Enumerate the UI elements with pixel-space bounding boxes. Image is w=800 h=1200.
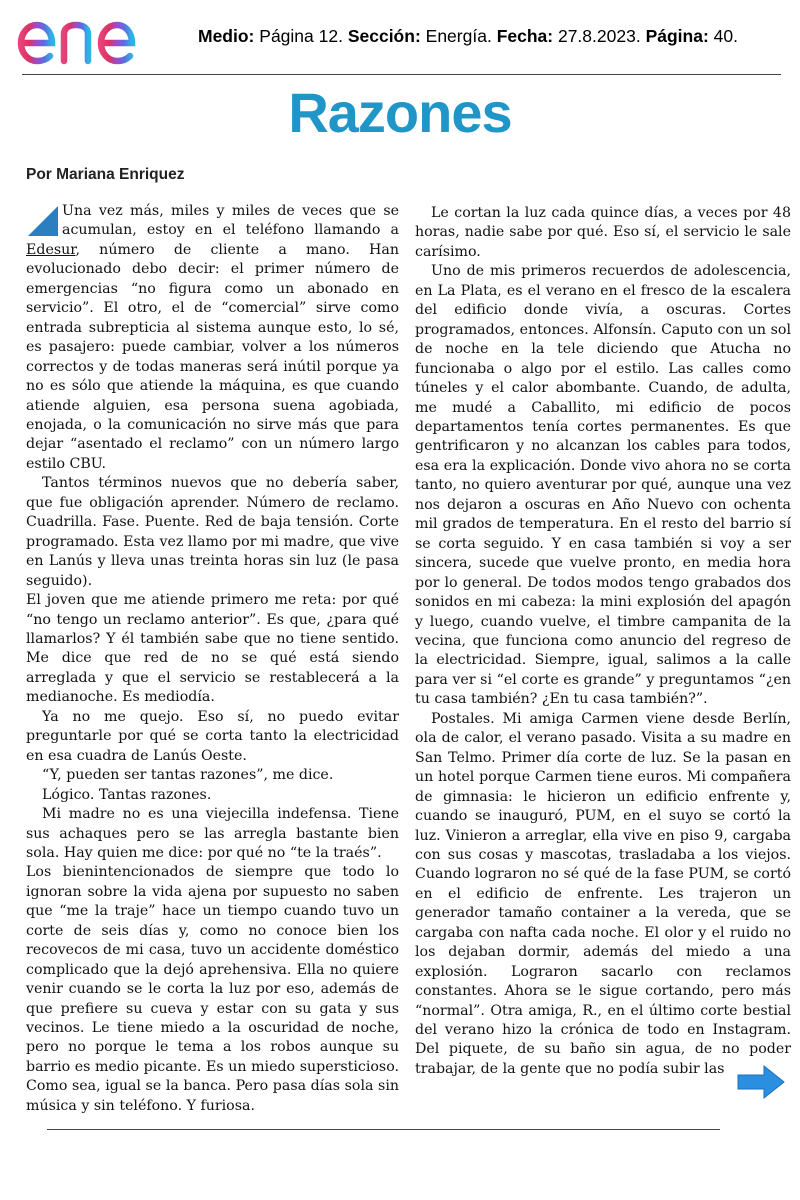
- paragraph: Lógico. Tantas razones.: [42, 786, 212, 803]
- fecha-value: 27.8.2023.: [557, 26, 641, 46]
- paragraph: Tantos términos nuevos que no debería saber, que fue obligación aprender. Número de reclamo. Cuadrilla. Fase. Puente. Red de baja tensión. Corte programado. Esta vez llamo por mi madre, que vive en Lanús y lleva unas treinta horas sin luz (le pasa seguido).: [26, 475, 399, 589]
- article-column-left: [26, 202, 399, 1116]
- paragraph-text: , número de cliente a mano. Han evolucionado debo decir: el primer número de emergencias “no figura como un abonado en servicio”. El otro, el de “comercial” sirve como entrada subrepticia al sistema aunque esto, lo sé, es pasajero: puede cambiar, volver a los números correctos y de todas maneras será inútil porque ya no es sólo que atiende la máquina, es que cuando atiende alguien, esa persona suena agobiada, enojada, o la comunicación no sirve más que para dejar “asentado el reclamo” con un número largo estilo CBU.: [26, 241, 399, 472]
- medio-value: Página 12.: [259, 26, 343, 46]
- paragraph: [26, 202, 399, 474]
- paragraph: El joven que me atiende primero me reta: por qué “no tengo un reclamo anterior”. Es que, ¿para qué llamarlos? Y él también sabe que no tiene sentido. Me dice que red de no se qué está siendo arreglada y que el servicio se restablecerá a la medianoche. Es mediodía.: [26, 592, 399, 706]
- enel-logo: [16, 6, 181, 68]
- header-divider: [22, 74, 781, 75]
- medio-label: Medio:: [198, 26, 255, 46]
- paragraph: “Y, pueden ser tantas razones”, me dice.: [42, 767, 334, 784]
- arrow-right-icon[interactable]: [736, 1064, 786, 1100]
- paragraph: Uno de mis primeros recuerdos de adolescencia, en La Plata, es el verano en el fresco de la escalera del edificio donde vivía, a oscuras. Cortes programados, entonces. Alfonsín. Caputo con un sol de noche en la tele diciendo que Atucha no funcionaba o algo por el estilo. Las calles como túneles y el calor abombante. Cuando, de adulta, me mudé a Caballito, mi edificio de pocos departamentos tenía cortes permanentes. Es que gentrificaron y no alcanzan los cables para todos, esa era la explicación. Donde vivo ahora no se corta tanto, no quiero aventurar por qué, aunque una vez nos dejaron a oscuras en Año Nuevo con ochenta mil grados de temperatura. En el resto del barrio sí se corta seguido. Y en casa también si voy a ser sincera, sucede que vuelve pronto, en media hora por lo general. De todos modos tengo grabados dos sonidos en mi cabeza: la mini explosión del apagón y luego, cuando vuelve, el timbre campanita de la vecina, que funciona como anuncio del regreso de la electricidad. Siempre, igual, salimos a la calle para ver si “el corte es grande” y preguntamos “¿en tu casa también? ¿En tu casa también?”.: [415, 263, 791, 708]
- seccion-label: Sección:: [347, 26, 421, 46]
- article-column-right: [415, 204, 791, 1079]
- publication-meta: [198, 26, 738, 47]
- article-byline: Por Mariana Enriquez: [26, 166, 185, 183]
- pagina-label: Página:: [645, 26, 709, 46]
- paragraph: Postales. Mi amiga Carmen viene desde Berlín, ola de calor, el verano pasado. Visita a su madre en San Telmo. Primer día corte de luz. Se la pasan en un hotel porque Carmen tiene euros. Mi compañera de gimnasia: le hicieron un edificio enfrente y, cuando se inauguró, PUM, en el suyo se cortó la luz. Vinieron a arreglar, ella vive en piso 9, cargaba con sus cosas y mascotas, trasladaba a los viejos. Cuando lograron no sé qué de la fase PUM, se cortó en el edificio de enfrente. Les trajeron un generador tamaño container a la vereda, que se cargaba con nafta cada noche. El olor y el ruido no los dejaban dormir, además del miedo a una explosión. Lograron sacarlo con reclamos constantes. Ahora se le sigue cortando, pero más “normal”. Otra amiga, R., en el último corte bestial del verano hizo la crónica de todo en Instagram. Del piquete, de su baño sin agua, de no poder trabajar, de la gente que no podía subir las: [415, 710, 791, 1077]
- pagina-value: 40.: [713, 26, 738, 46]
- triangle-dropcap-icon: [26, 204, 58, 236]
- footer-divider: [47, 1129, 720, 1130]
- seccion-value: Energía.: [425, 26, 492, 46]
- fecha-label: Fecha:: [496, 26, 554, 46]
- edesur-text: Edesur: [26, 241, 76, 258]
- paragraph-text: Una vez más, miles y miles de veces que se acumulan, estoy en el teléfono llamando a: [62, 203, 399, 239]
- paragraph: Ya no me quejo. Eso sí, no puedo evitar preguntarle por qué se corta tanto la electricidad en esa cuadra de Lanús Oeste.: [26, 708, 399, 764]
- article-title: Razones: [288, 81, 512, 144]
- paragraph: Mi madre no es una viejecilla indefensa. Tiene sus achaques pero se las arregla bastante bien sola. Hay quien me dice: por qué no “te la traés”.: [26, 806, 399, 861]
- paragraph: Le cortan la luz cada quince días, a veces por 48 horas, nadie sabe por qué. Eso sí, el servicio le sale carísimo.: [415, 205, 791, 260]
- paragraph: Los bienintencionados de siempre que todo lo ignoran sobre la vida ajena por supuesto no saben que “me la traje” hace un tiempo cuando tuvo un corte de seis días y, como no conoce bien los recovecos de mi casa, tuvo un accidente doméstico complicado que la dejó aprehensiva. Ella no quiere venir cuando se le corta la luz por eso, además de que prefiere su cueva y estar con su gata y sus vecinos. Le tiene miedo a la oscuridad de noche, pero no porque le tema a los robos aunque su barrio es medio picante. Es un miedo supersticioso. Como sea, igual se la banca. Pero pasa días sola sin música y sin teléfono. Y furiosa.: [26, 864, 399, 1114]
